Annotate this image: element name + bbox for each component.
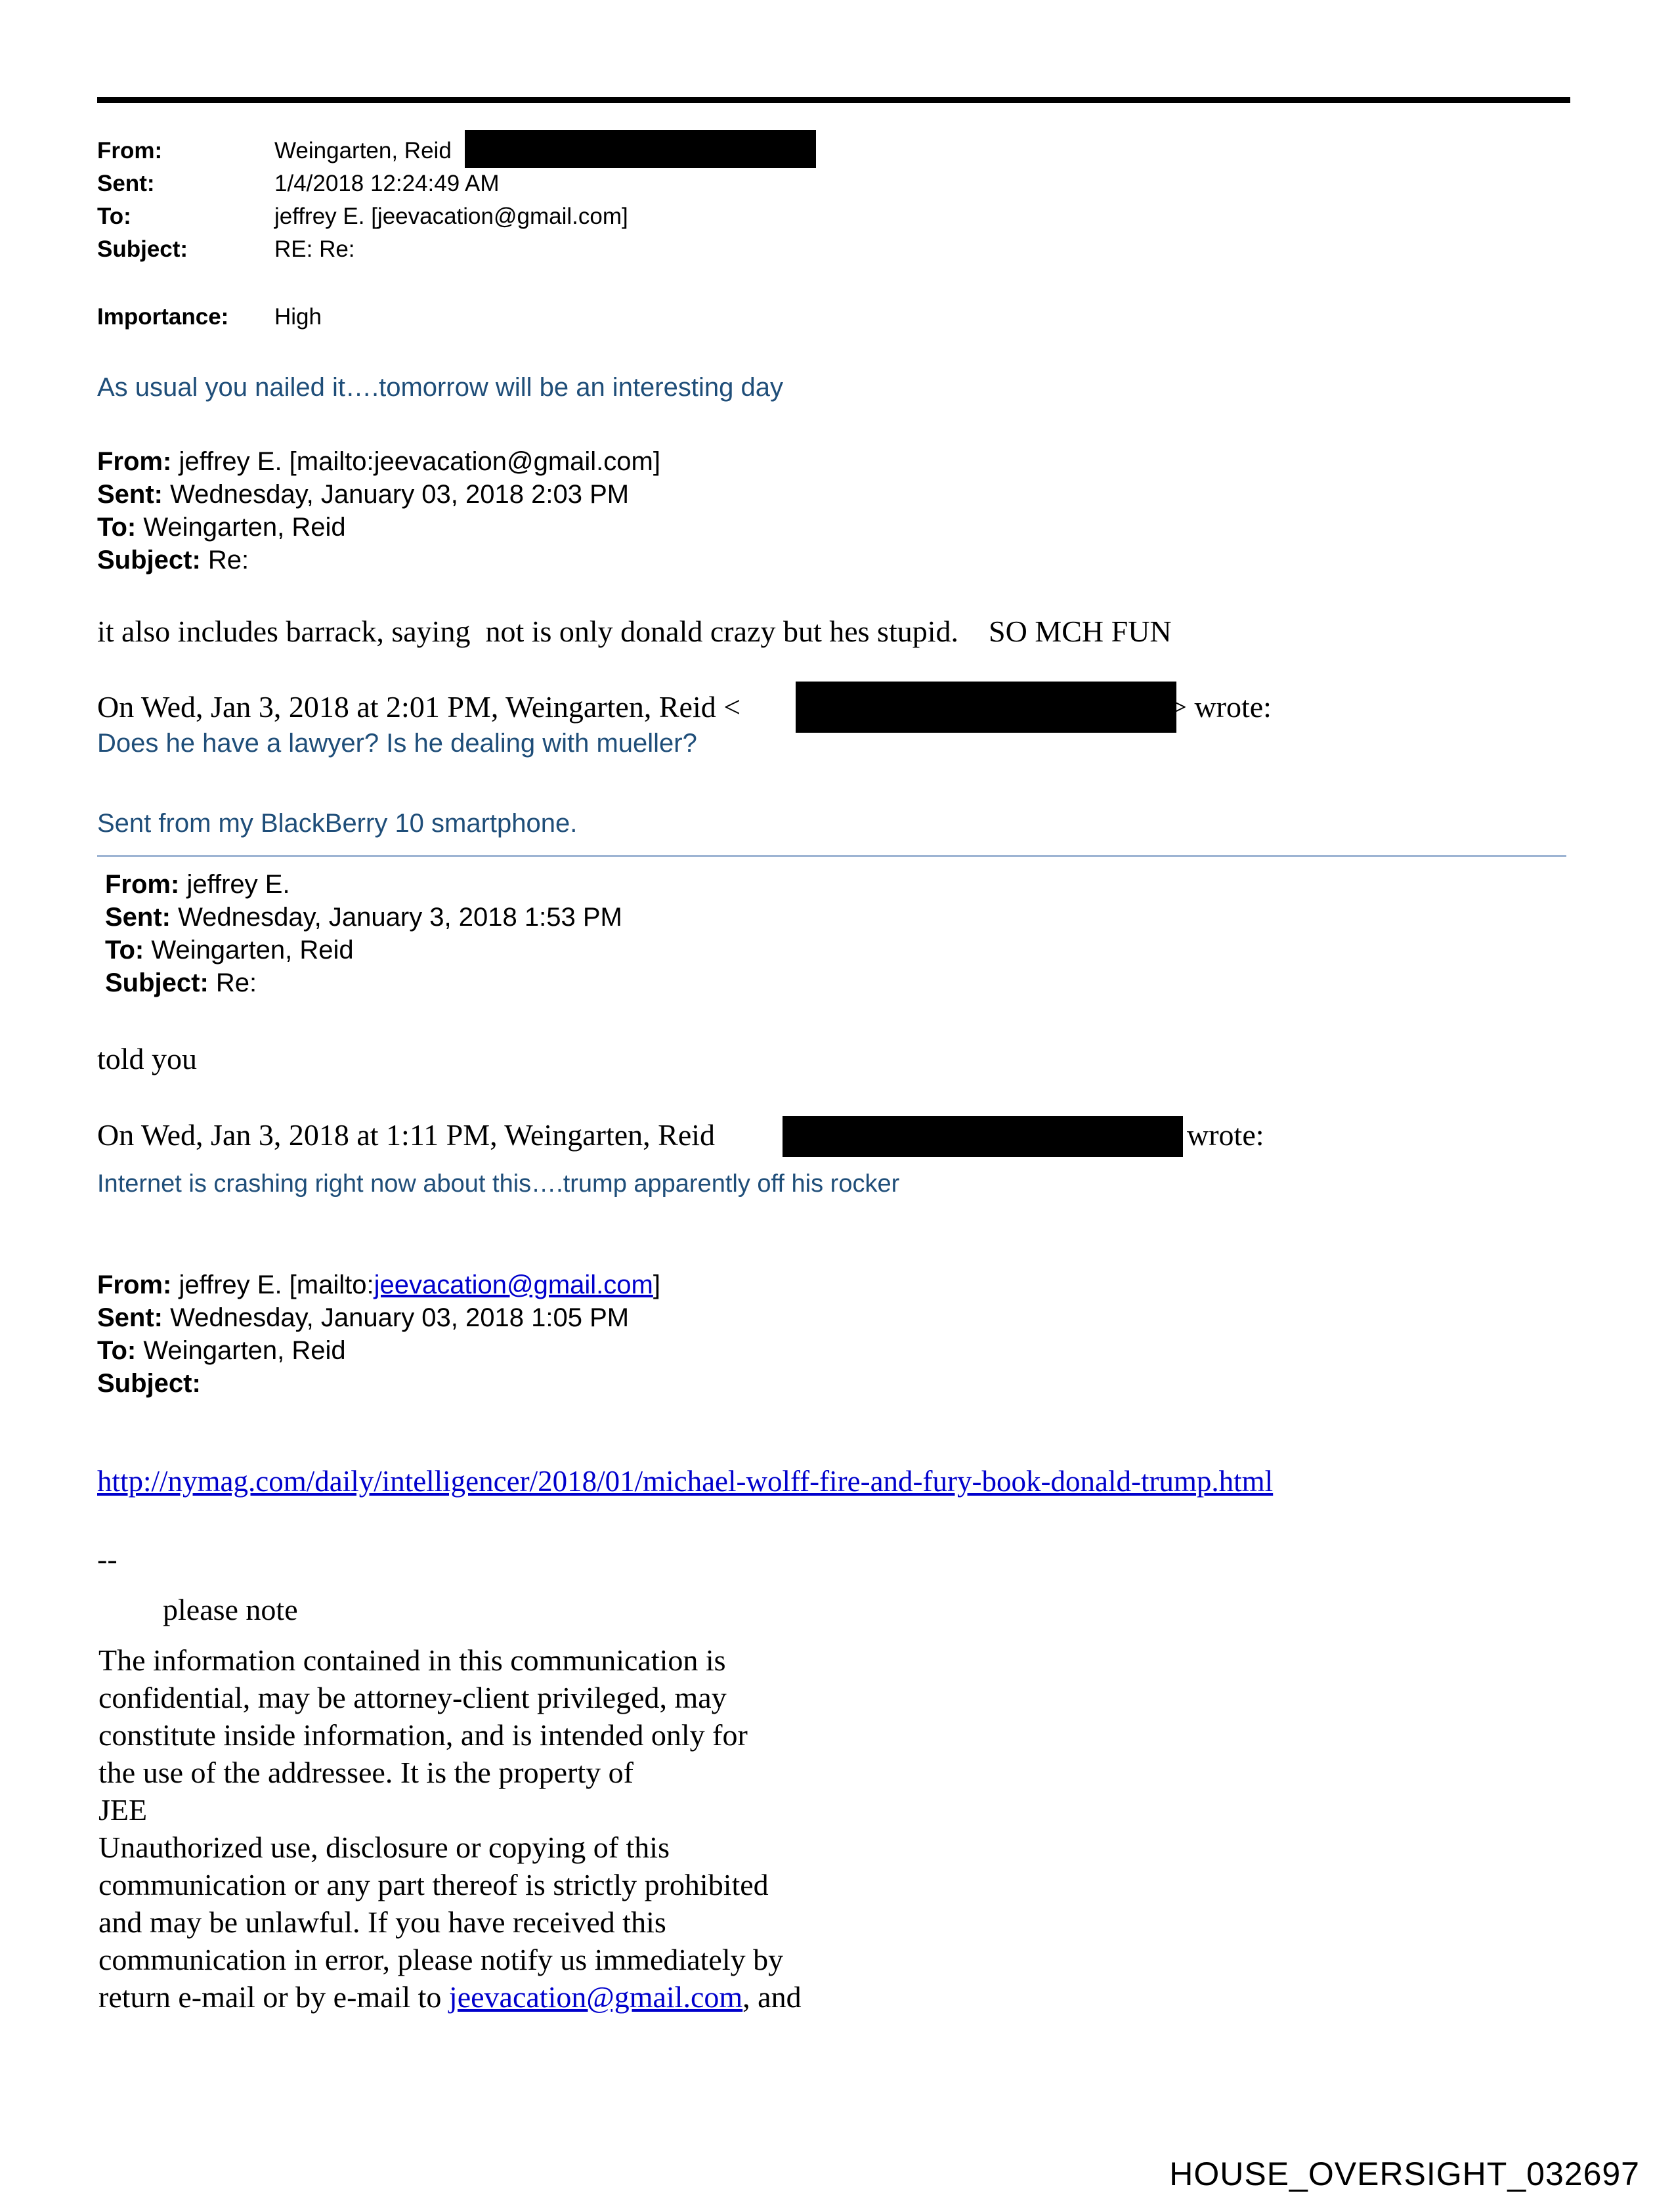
quote1-line: Does he have a lawyer? Is he dealing with mueller? — [97, 729, 697, 758]
header-sent: Sent: 1/4/2018 12:24:49 AM — [97, 171, 500, 196]
disclaimer-line: communication in error, please notify us immediately by — [98, 1943, 784, 1976]
msg4-subject: Subject: — [97, 1369, 201, 1398]
sig-dashes: -- — [97, 1542, 118, 1576]
header-to: To: jeffrey E. [jeevacation@gmail.com] — [97, 204, 628, 229]
quote2-wrote: wrote: — [1187, 1118, 1264, 1152]
msg4-from: From: jeffrey E. [mailto:jeevacation@gmail.com] — [97, 1270, 660, 1299]
disclaimer-last-line: return e-mail or by e-mail to jeevacation@gmail.com, and — [98, 1980, 802, 2014]
header-subject: Subject: RE: Re: — [97, 236, 355, 262]
disclaimer-line: and may be unlawful. If you have received this — [98, 1905, 666, 1939]
bates-number: HOUSE_OVERSIGHT_032697 — [1169, 2156, 1640, 2192]
disclaimer — [98, 1641, 802, 2016]
msg2-from: From: jeffrey E. [mailto:jeevacation@gmail.com] — [97, 447, 660, 476]
disclaimer-line: the use of the addressee. It is the property of — [98, 1756, 633, 1789]
msg2-sent: Sent: Wednesday, January 03, 2018 2:03 PM — [97, 480, 630, 509]
disclaimer-line: confidential, may be attorney-client privileged, may — [98, 1681, 727, 1714]
redaction-box — [783, 1116, 1183, 1157]
quote2-line: Internet is crashing right now about this….trump apparently off his rocker — [97, 1170, 900, 1198]
header-from: From: Weingarten, Reid — [97, 138, 452, 163]
msg3-subject: Subject: Re: — [105, 968, 257, 997]
quote1-intro: On Wed, Jan 3, 2018 at 2:01 PM, Weingarten, Reid < — [97, 690, 741, 724]
msg2-subject: Subject: Re: — [97, 546, 249, 575]
msg2-to: To: Weingarten, Reid — [97, 513, 346, 542]
msg2-body: it also includes barrack, saying not is only donald crazy but hes stupid. SO MCH FUN — [97, 615, 1172, 648]
msg4-to: To: Weingarten, Reid — [97, 1336, 346, 1365]
msg3-to: To: Weingarten, Reid — [105, 936, 354, 965]
disclaimer-line: The information contained in this communication is — [98, 1643, 726, 1677]
disclaimer-line: constitute inside information, and is intended only for — [98, 1718, 748, 1752]
disclaimer-line: Unauthorized use, disclosure or copying of this — [98, 1831, 670, 1864]
blackberry-signature: Sent from my BlackBerry 10 smartphone. — [97, 809, 578, 838]
quote2-intro: On Wed, Jan 3, 2018 at 1:11 PM, Weingarten, Reid — [97, 1118, 716, 1152]
divider — [97, 855, 1566, 857]
redaction-box — [465, 130, 816, 168]
disclaimer-line: communication or any part thereof is strictly prohibited — [98, 1868, 769, 1901]
disclaimer-line: JEE — [98, 1793, 148, 1827]
quote1-wrote: > wrote: — [1170, 690, 1272, 724]
header-importance: Importance: High — [97, 304, 322, 330]
msg4-sent: Sent: Wednesday, January 03, 2018 1:05 PM — [97, 1303, 630, 1332]
msg3-from: From: jeffrey E. — [105, 870, 290, 899]
reply-text: As usual you nailed it….tomorrow will be an interesting day — [97, 373, 783, 402]
top-rule — [97, 97, 1570, 103]
email-link[interactable]: jeevacation@gmail.com — [374, 1270, 653, 1299]
msg3-sent: Sent: Wednesday, January 3, 2018 1:53 PM — [105, 903, 622, 932]
article-link[interactable]: http://nymag.com/daily/intelligencer/2018/01/michael-wolff-fire-and-fury-book-donald-trump.html — [97, 1465, 1274, 1498]
redaction-box — [796, 682, 1176, 733]
please-note: please note — [163, 1593, 298, 1626]
msg3-body: told you — [97, 1042, 198, 1075]
disclaimer-email-link[interactable]: jeevacation@gmail.com — [448, 1980, 743, 2014]
